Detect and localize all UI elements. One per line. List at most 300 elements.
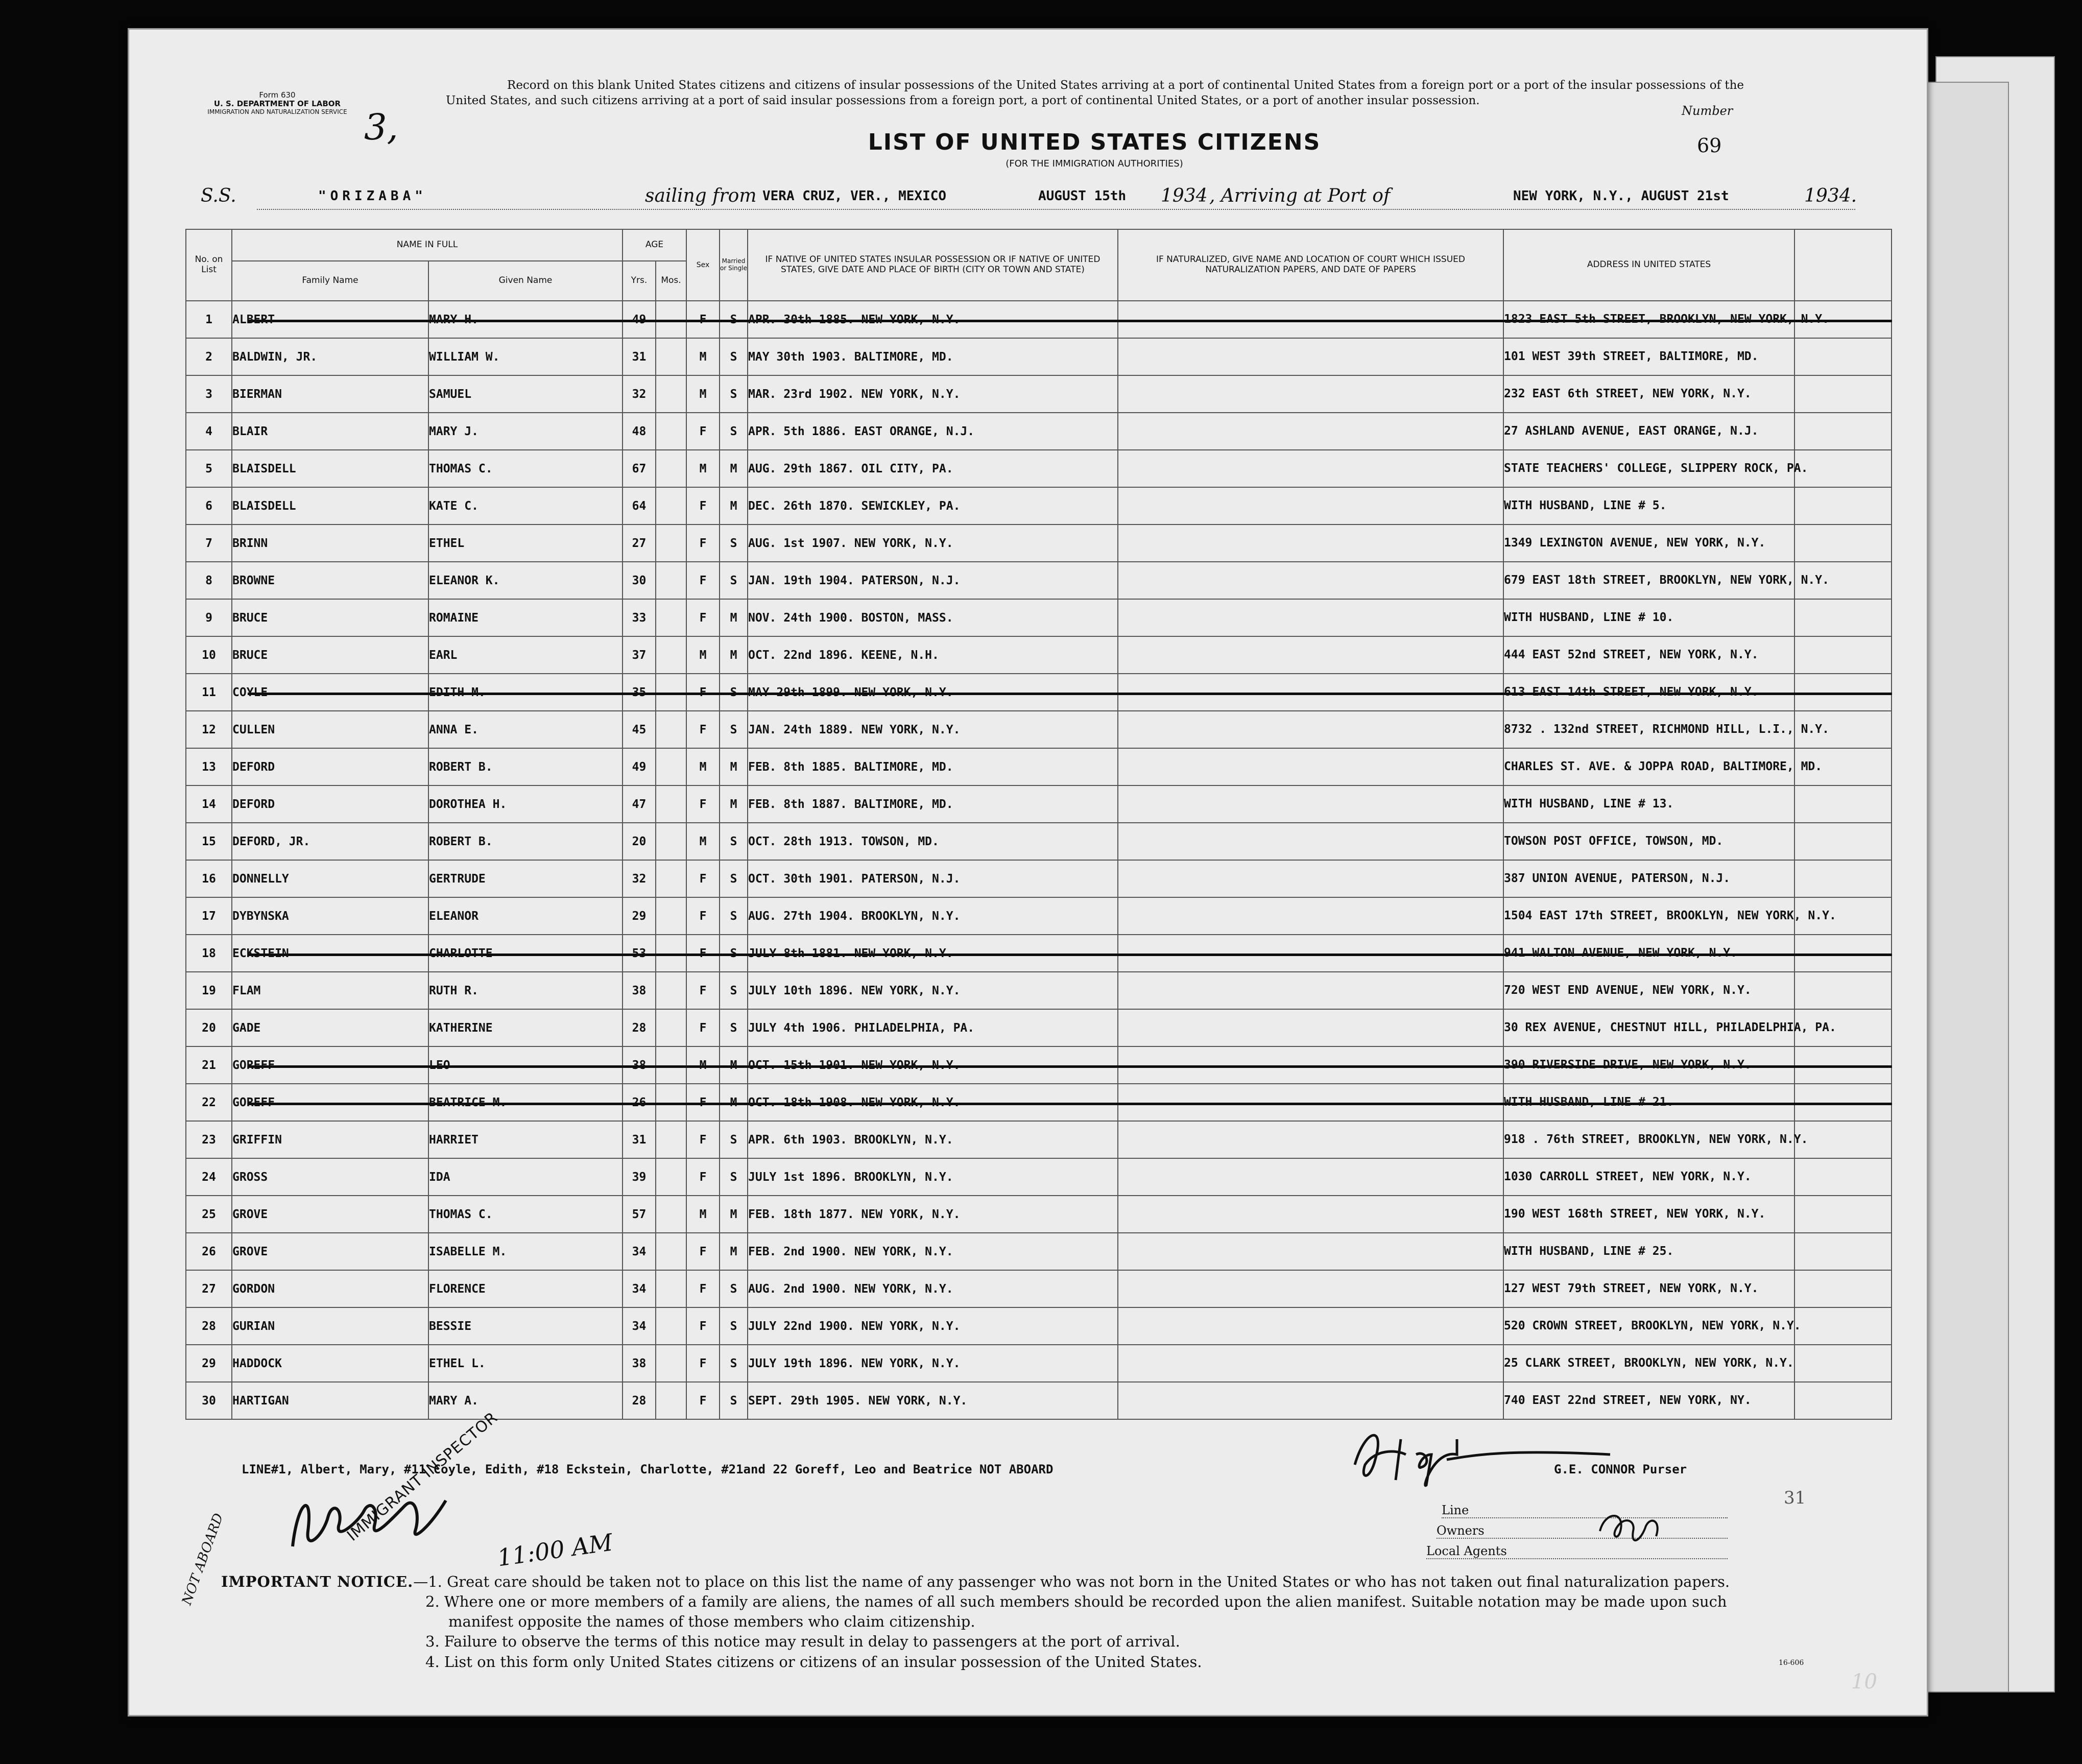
age-months xyxy=(656,1233,686,1270)
address: TOWSON POST OFFICE, TOWSON, MD. xyxy=(1503,823,1794,860)
age-years: 38 xyxy=(623,972,656,1009)
initials-glyph xyxy=(1590,1500,1671,1552)
sheet-number: 31 xyxy=(1784,1488,1806,1508)
address: 1504 EAST 17th STREET, BROOKLYN, NEW YORK, N.Y. xyxy=(1503,897,1794,935)
family-name: BRINN xyxy=(232,525,428,562)
naturalization xyxy=(1118,711,1503,748)
age-months xyxy=(656,785,686,823)
birth-date-place: AUG. 2nd 1900. NEW YORK, N.Y. xyxy=(748,1270,1118,1307)
age-years: 38 xyxy=(623,1345,656,1382)
blank-cell xyxy=(1794,823,1892,860)
family-name: ECKSTEIN xyxy=(232,935,428,972)
given-name: MARY A. xyxy=(428,1382,623,1419)
row-number: 14 xyxy=(186,785,232,823)
age-years: 49 xyxy=(623,748,656,785)
age-years: 31 xyxy=(623,338,656,375)
agents-label: Local Agents xyxy=(1426,1544,1507,1558)
owners-field xyxy=(1437,1523,1728,1539)
address: WITH HUSBAND, LINE # 21. xyxy=(1503,1084,1794,1121)
sex: F xyxy=(686,525,720,562)
row-number: 8 xyxy=(186,562,232,599)
address: WITH HUSBAND, LINE # 5. xyxy=(1503,487,1794,525)
married-single: S xyxy=(720,338,748,375)
given-name: KATE C. xyxy=(428,487,623,525)
sex: M xyxy=(686,636,720,674)
notice-3: 3. Failure to observe the terms of this notice may result in delay to passengers at the port of arrival. xyxy=(425,1633,1180,1651)
table-row xyxy=(186,1158,1892,1196)
given-name: ETHEL L. xyxy=(428,1345,623,1382)
married-single: S xyxy=(720,1345,748,1382)
purser: G.E. CONNOR Purser xyxy=(1554,1462,1687,1476)
table-row xyxy=(186,1009,1892,1046)
blank-cell xyxy=(1794,338,1892,375)
col-sex-header: Sex xyxy=(686,229,720,301)
col-blank-header xyxy=(1794,229,1892,301)
blank-cell xyxy=(1794,674,1892,711)
age-years: 53 xyxy=(623,935,656,972)
naturalization xyxy=(1118,897,1503,935)
age-months xyxy=(656,487,686,525)
given-name: ELEANOR xyxy=(428,897,623,935)
address: 30 REX AVENUE, CHESTNUT HILL, PHILADELPHIA, PA. xyxy=(1503,1009,1794,1046)
married-single: S xyxy=(720,1307,748,1345)
ship-name: "ORIZABA" xyxy=(318,188,427,204)
sex: M xyxy=(686,450,720,487)
sex: M xyxy=(686,375,720,413)
married-single: S xyxy=(720,1270,748,1307)
age-months xyxy=(656,748,686,785)
underlying-sheet-mid xyxy=(1925,82,2009,1693)
married-single: S xyxy=(720,972,748,1009)
sex: F xyxy=(686,972,720,1009)
sex: F xyxy=(686,1382,720,1419)
given-name: SAMUEL xyxy=(428,375,623,413)
age-years: 34 xyxy=(623,1270,656,1307)
address: 720 WEST END AVENUE, NEW YORK, N.Y. xyxy=(1503,972,1794,1009)
birth-date-place: MAY 30th 1903. BALTIMORE, MD. xyxy=(748,338,1118,375)
arrival-port: NEW YORK, N.Y., AUGUST 21st xyxy=(1513,188,1729,204)
blank-cell xyxy=(1794,1233,1892,1270)
col-family-header: Family Name xyxy=(232,261,428,301)
birth-date-place: JULY 8th 1881. NEW YORK, N.Y. xyxy=(748,935,1118,972)
page-number: 69 xyxy=(1697,134,1722,157)
row-number: 16 xyxy=(186,860,232,897)
age-years: 38 xyxy=(623,1046,656,1084)
row-number: 1 xyxy=(186,301,232,338)
naturalization xyxy=(1118,450,1503,487)
age-months xyxy=(656,1307,686,1345)
birth-date-place: AUG. 29th 1867. OIL CITY, PA. xyxy=(748,450,1118,487)
age-years: 64 xyxy=(623,487,656,525)
blank-cell xyxy=(1794,860,1892,897)
birth-date-place: MAY 29th 1899. NEW YORK, N.Y. xyxy=(748,674,1118,711)
sex: M xyxy=(686,823,720,860)
naturalization xyxy=(1118,375,1503,413)
sailing-label: sailing from xyxy=(645,185,757,206)
table-row xyxy=(186,1121,1892,1158)
given-name: IDA xyxy=(428,1158,623,1196)
naturalization xyxy=(1118,301,1503,338)
sex: M xyxy=(686,338,720,375)
service: IMMIGRATION AND NATURALIZATION SERVICE xyxy=(207,108,347,115)
address: WITH HUSBAND, LINE # 10. xyxy=(1503,599,1794,636)
row-number: 25 xyxy=(186,1196,232,1233)
sex: F xyxy=(686,1307,720,1345)
family-name: GURIAN xyxy=(232,1307,428,1345)
table-row xyxy=(186,338,1892,375)
naturalization xyxy=(1118,636,1503,674)
family-name: BRUCE xyxy=(232,636,428,674)
birth-date-place: FEB. 8th 1885. BALTIMORE, MD. xyxy=(748,748,1118,785)
birth-date-place: OCT. 30th 1901. PATERSON, N.J. xyxy=(748,860,1118,897)
age-months xyxy=(656,860,686,897)
age-years: 29 xyxy=(623,897,656,935)
notice-title: IMPORTANT NOTICE. xyxy=(221,1573,414,1590)
table-row xyxy=(186,301,1892,338)
birth-date-place: APR. 6th 1903. BROOKLYN, N.Y. xyxy=(748,1121,1118,1158)
given-name: THOMAS C. xyxy=(428,1196,623,1233)
family-name: GRIFFIN xyxy=(232,1121,428,1158)
blank-cell xyxy=(1794,935,1892,972)
family-name: GROSS xyxy=(232,1158,428,1196)
address: STATE TEACHERS' COLLEGE, SLIPPERY ROCK, PA. xyxy=(1503,450,1794,487)
birth-date-place: FEB. 8th 1887. BALTIMORE, MD. xyxy=(748,785,1118,823)
purser-signature xyxy=(1345,1419,1631,1497)
age-months xyxy=(656,972,686,1009)
married-single: S xyxy=(720,301,748,338)
birth-date-place: FEB. 2nd 1900. NEW YORK, N.Y. xyxy=(748,1233,1118,1270)
inspector-stamp: IMMIGRANT INSPECTOR xyxy=(344,1409,501,1545)
line-field xyxy=(1442,1503,1728,1518)
address: 679 EAST 18th STREET, BROOKLYN, NEW YORK, N.Y. xyxy=(1503,562,1794,599)
address: 613 EAST 14th STREET, NEW YORK, N.Y. xyxy=(1503,674,1794,711)
given-name: DOROTHEA H. xyxy=(428,785,623,823)
married-single: S xyxy=(720,562,748,599)
age-months xyxy=(656,1196,686,1233)
row-number: 4 xyxy=(186,413,232,450)
age-years: 33 xyxy=(623,599,656,636)
married-single: M xyxy=(720,1233,748,1270)
address: 941 WALTON AVENUE, NEW YORK, N.Y. xyxy=(1503,935,1794,972)
row-number: 28 xyxy=(186,1307,232,1345)
col-address-header: ADDRESS IN UNITED STATES xyxy=(1503,229,1794,301)
birth-date-place: DEC. 26th 1870. SEWICKLEY, PA. xyxy=(748,487,1118,525)
address: WITH HUSBAND, LINE # 13. xyxy=(1503,785,1794,823)
row-number: 30 xyxy=(186,1382,232,1419)
blank-cell xyxy=(1794,1121,1892,1158)
table-row xyxy=(186,823,1892,860)
address: 444 EAST 52nd STREET, NEW YORK, N.Y. xyxy=(1503,636,1794,674)
col-married-header: Married or Single xyxy=(720,229,748,301)
married-single: M xyxy=(720,1046,748,1084)
naturalization xyxy=(1118,338,1503,375)
married-single: S xyxy=(720,525,748,562)
blank-cell xyxy=(1794,301,1892,338)
row-number: 12 xyxy=(186,711,232,748)
row-number: 26 xyxy=(186,1233,232,1270)
age-years: 39 xyxy=(623,1158,656,1196)
blank-cell xyxy=(1794,1345,1892,1382)
table-row xyxy=(186,487,1892,525)
blank-cell xyxy=(1794,1046,1892,1084)
row-number: 6 xyxy=(186,487,232,525)
row-number: 27 xyxy=(186,1270,232,1307)
family-name: COYLE xyxy=(232,674,428,711)
married-single: M xyxy=(720,785,748,823)
sex: F xyxy=(686,1270,720,1307)
age-years: 31 xyxy=(623,1121,656,1158)
married-single: M xyxy=(720,636,748,674)
row-number: 9 xyxy=(186,599,232,636)
left-margin-notation xyxy=(179,1511,227,1607)
col-name-header: NAME IN FULL xyxy=(232,229,623,261)
table-row xyxy=(186,1233,1892,1270)
blank-cell xyxy=(1794,972,1892,1009)
given-name: KATHERINE xyxy=(428,1009,623,1046)
given-name: GERTRUDE xyxy=(428,860,623,897)
birth-date-place: JULY 19th 1896. NEW YORK, N.Y. xyxy=(748,1345,1118,1382)
row-number: 24 xyxy=(186,1158,232,1196)
sailing-from: VERA CRUZ, VER., MEXICO xyxy=(762,188,947,204)
table-row xyxy=(186,1196,1892,1233)
voyage-underline xyxy=(257,209,1855,210)
sex: F xyxy=(686,897,720,935)
owners-label: Owners xyxy=(1437,1523,1485,1538)
department: U. S. DEPARTMENT OF LABOR xyxy=(213,99,341,109)
married-single: S xyxy=(720,1382,748,1419)
initials-mark xyxy=(1590,1500,1671,1554)
depart-date: AUGUST 15th xyxy=(1038,188,1127,204)
age-years: 34 xyxy=(623,1307,656,1345)
margin-notation-text: NOT ABOARD xyxy=(179,1511,227,1607)
age-years: 45 xyxy=(623,711,656,748)
given-name: BEATRICE M. xyxy=(428,1084,623,1121)
naturalization xyxy=(1118,1046,1503,1084)
naturalization xyxy=(1118,935,1503,972)
arriving-label: , Arriving at Port of xyxy=(1209,185,1391,206)
row-number: 7 xyxy=(186,525,232,562)
birth-date-place: AUG. 1st 1907. NEW YORK, N.Y. xyxy=(748,525,1118,562)
address: 190 WEST 168th STREET, NEW YORK, N.Y. xyxy=(1503,1196,1794,1233)
naturalization xyxy=(1118,525,1503,562)
print-code: 16-606 xyxy=(1779,1659,1804,1667)
naturalization xyxy=(1118,785,1503,823)
table-row xyxy=(186,748,1892,785)
age-years: 28 xyxy=(623,1009,656,1046)
given-name: FLORENCE xyxy=(428,1270,623,1307)
given-name: ROBERT B. xyxy=(428,748,623,785)
age-months xyxy=(656,1121,686,1158)
table-row xyxy=(186,897,1892,935)
table-row xyxy=(186,1382,1892,1419)
age-years: 34 xyxy=(623,1233,656,1270)
birth-date-place: NOV. 24th 1900. BOSTON, MASS. xyxy=(748,599,1118,636)
col-yrs-header: Yrs. xyxy=(623,261,656,301)
sex: F xyxy=(686,1084,720,1121)
sex: F xyxy=(686,1158,720,1196)
given-name: CHARLOTTE xyxy=(428,935,623,972)
naturalization xyxy=(1118,1084,1503,1121)
table-row xyxy=(186,860,1892,897)
row-number: 17 xyxy=(186,897,232,935)
given-name: LEO xyxy=(428,1046,623,1084)
married-single: S xyxy=(720,375,748,413)
given-name: MARY J. xyxy=(428,413,623,450)
family-name: BIERMAN xyxy=(232,375,428,413)
sex: F xyxy=(686,413,720,450)
married-single: S xyxy=(720,413,748,450)
age-years: 20 xyxy=(623,823,656,860)
family-name: GORDON xyxy=(232,1270,428,1307)
sex: F xyxy=(686,785,720,823)
age-months xyxy=(656,301,686,338)
passenger-table xyxy=(185,229,1892,1420)
given-name: ISABELLE M. xyxy=(428,1233,623,1270)
given-name: ETHEL xyxy=(428,525,623,562)
birth-date-place: APR. 5th 1886. EAST ORANGE, N.J. xyxy=(748,413,1118,450)
naturalization xyxy=(1118,674,1503,711)
row-number: 23 xyxy=(186,1121,232,1158)
age-years: 32 xyxy=(623,860,656,897)
table-row xyxy=(186,450,1892,487)
sex: F xyxy=(686,1121,720,1158)
age-months xyxy=(656,1084,686,1121)
sex: F xyxy=(686,599,720,636)
table-row xyxy=(186,1307,1892,1345)
sex: M xyxy=(686,748,720,785)
row-number: 10 xyxy=(186,636,232,674)
age-months xyxy=(656,338,686,375)
row-number: 2 xyxy=(186,338,232,375)
ss-label: S.S. xyxy=(201,185,236,206)
married-single: M xyxy=(720,450,748,487)
not-aboard-text: LINE#1, Albert, Mary, #11 Coyle, Edith, #18 Eckstein, Charlotte, #21and 22 Goreff, Leo and Beatrice NOT ABOARD xyxy=(242,1462,1054,1476)
given-name: THOMAS C. xyxy=(428,450,623,487)
address: 8732 . 132nd STREET, RICHMOND HILL, L.I., N.Y. xyxy=(1503,711,1794,748)
age-months xyxy=(656,450,686,487)
form-title: LIST OF UNITED STATES CITIZENS xyxy=(868,129,1321,155)
address: 1823 EAST 5th STREET, BROOKLYN, NEW YORK, N.Y. xyxy=(1503,301,1794,338)
col-birth-header: IF NATIVE OF UNITED STATES INSULAR POSSESSION OR IF NATIVE OF UNITED STATES, GIVE DATE AND PLACE OF BIRTH (CITY OR TOWN AND STATE) xyxy=(748,229,1118,301)
age-years: 27 xyxy=(623,525,656,562)
naturalization xyxy=(1118,1121,1503,1158)
naturalization xyxy=(1118,860,1503,897)
age-months xyxy=(656,1158,686,1196)
sex: F xyxy=(686,1345,720,1382)
birth-date-place: JULY 4th 1906. PHILADELPHIA, PA. xyxy=(748,1009,1118,1046)
sex: F xyxy=(686,487,720,525)
family-name: BALDWIN, JR. xyxy=(232,338,428,375)
sex: F xyxy=(686,711,720,748)
sex: F xyxy=(686,860,720,897)
naturalization xyxy=(1118,972,1503,1009)
given-name: ELEANOR K. xyxy=(428,562,623,599)
married-single: M xyxy=(720,487,748,525)
family-name: GADE xyxy=(232,1009,428,1046)
married-single: S xyxy=(720,1158,748,1196)
table-row xyxy=(186,525,1892,562)
row-number: 18 xyxy=(186,935,232,972)
age-months xyxy=(656,1009,686,1046)
age-months xyxy=(656,636,686,674)
table-row xyxy=(186,1084,1892,1121)
address: 1349 LEXINGTON AVENUE, NEW YORK, N.Y. xyxy=(1503,525,1794,562)
family-name: CULLEN xyxy=(232,711,428,748)
instructions-text: Record on this blank United States citizens and citizens of insular possessions of the United States arriving at a port of continental United States from a foreign port or a port of the insular possessions of the United States, and such citizens arriving at a port of said insular possessions from a foreign port, a port of continental United States, or a port of another insular possession. xyxy=(446,79,1744,107)
blank-cell xyxy=(1794,525,1892,562)
table-row xyxy=(186,599,1892,636)
sex: M xyxy=(686,1196,720,1233)
address: CHARLES ST. AVE. & JOPPA ROAD, BALTIMORE, MD. xyxy=(1503,748,1794,785)
age-months xyxy=(656,1270,686,1307)
age-months xyxy=(656,525,686,562)
address: 740 EAST 22nd STREET, NEW YORK, NY. xyxy=(1503,1382,1794,1419)
family-name: BRUCE xyxy=(232,599,428,636)
blank-cell xyxy=(1794,1084,1892,1121)
married-single: M xyxy=(720,748,748,785)
family-name: GOREFF xyxy=(232,1046,428,1084)
birth-date-place: AUG. 27th 1904. BROOKLYN, N.Y. xyxy=(748,897,1118,935)
birth-date-place: APR. 30th 1885. NEW YORK, N.Y. xyxy=(748,301,1118,338)
naturalization xyxy=(1118,413,1503,450)
table-row xyxy=(186,674,1892,711)
naturalization xyxy=(1118,562,1503,599)
birth-date-place: JAN. 24th 1889. NEW YORK, N.Y. xyxy=(748,711,1118,748)
blank-cell xyxy=(1794,1382,1892,1419)
edge-number: 10 xyxy=(1851,1670,1877,1694)
naturalization xyxy=(1118,748,1503,785)
handwritten-corner-mark: 3, xyxy=(364,106,398,148)
address: 25 CLARK STREET, BROOKLYN, NEW YORK, N.Y. xyxy=(1503,1345,1794,1382)
blank-cell xyxy=(1794,413,1892,450)
family-name: BROWNE xyxy=(232,562,428,599)
family-name: HADDOCK xyxy=(232,1345,428,1382)
married-single: S xyxy=(720,897,748,935)
number-label: Number xyxy=(1682,104,1733,118)
address: 1030 CARROLL STREET, NEW YORK, N.Y. xyxy=(1503,1158,1794,1196)
age-months xyxy=(656,1382,686,1419)
naturalization xyxy=(1118,1382,1503,1419)
sex: F xyxy=(686,301,720,338)
age-months xyxy=(656,897,686,935)
table-row xyxy=(186,1270,1892,1307)
age-years: 30 xyxy=(623,562,656,599)
age-months xyxy=(656,674,686,711)
col-naturalized-header: IF NATURALIZED, GIVE NAME AND LOCATION OF COURT WHICH ISSUED NATURALIZATION PAPERS, AND DATE OF PAPERS xyxy=(1118,229,1503,301)
age-months xyxy=(656,711,686,748)
naturalization xyxy=(1118,487,1503,525)
given-name: RUTH R. xyxy=(428,972,623,1009)
sex: M xyxy=(686,1046,720,1084)
given-name: BESSIE xyxy=(428,1307,623,1345)
age-years: 26 xyxy=(623,1084,656,1121)
col-age-header: AGE xyxy=(623,229,686,261)
naturalization xyxy=(1118,599,1503,636)
table-row xyxy=(186,1046,1892,1084)
family-name: DEFORD xyxy=(232,748,428,785)
line-label: Line xyxy=(1442,1503,1469,1517)
given-name: EDITH M. xyxy=(428,674,623,711)
row-number: 5 xyxy=(186,450,232,487)
blank-cell xyxy=(1794,375,1892,413)
given-name: ROBERT B. xyxy=(428,823,623,860)
row-number: 19 xyxy=(186,972,232,1009)
address: 127 WEST 79th STREET, NEW YORK, N.Y. xyxy=(1503,1270,1794,1307)
naturalization xyxy=(1118,1233,1503,1270)
birth-date-place: MAR. 23rd 1902. NEW YORK, N.Y. xyxy=(748,375,1118,413)
age-months xyxy=(656,599,686,636)
birth-date-place: JULY 22nd 1900. NEW YORK, N.Y. xyxy=(748,1307,1118,1345)
